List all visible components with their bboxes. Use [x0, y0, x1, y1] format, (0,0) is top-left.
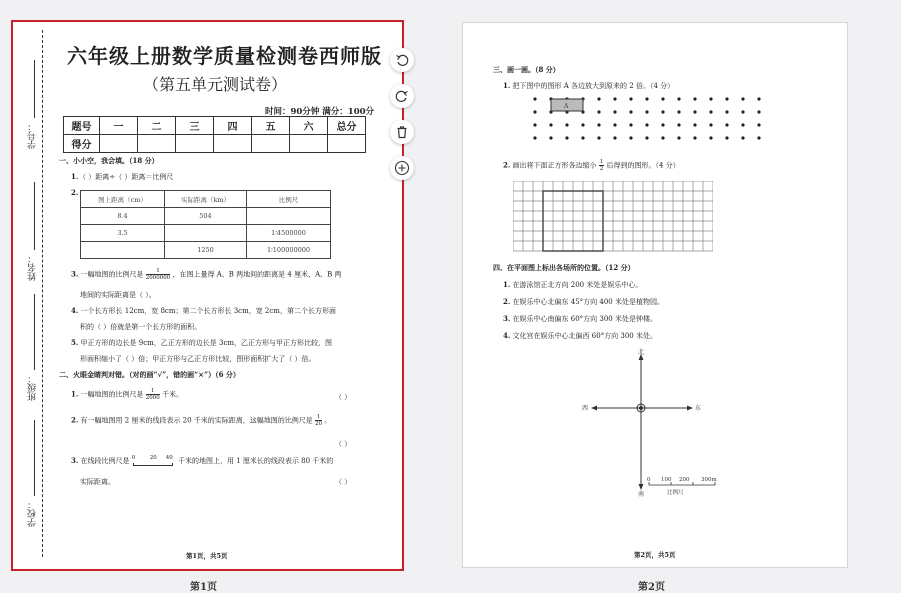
grid-dot: [709, 123, 712, 126]
q4-text-1: 一个长方形长 12cm，宽 8cm；第二个长方形长 3cm，宽 2cm，第二个长方形面: [80, 307, 336, 315]
class-label: 班级：: [28, 374, 38, 401]
page-2-label: 第2页: [638, 582, 665, 593]
score-header-cell: 四: [214, 117, 252, 135]
grid-dot: [741, 123, 744, 126]
grid-dot: [725, 136, 728, 139]
judge-1-fraction-num: 1: [146, 388, 160, 395]
judge-3-paren: （ ）: [335, 478, 352, 486]
q5-text-1: 甲正方形的边长是 9cm，乙正方形的边长是 3cm，乙正方形与甲正方形比较，图: [80, 339, 333, 347]
grid-dot: [549, 123, 552, 126]
q3-suffix: ，在图上量得 A、B 两地间的距离是 4 厘米，A、B 两: [172, 270, 342, 279]
grid-dot: [645, 136, 648, 139]
west-arrow: [591, 406, 597, 411]
score-cell: [176, 135, 214, 153]
time-info: 时间：90分钟 满分：100分: [265, 107, 375, 117]
grid-dot: [757, 136, 760, 139]
judge-3-scale-0: 0: [131, 455, 136, 461]
east-arrow: [687, 406, 693, 411]
place-q1-number: 1.: [503, 280, 511, 289]
delete-icon: [395, 125, 409, 139]
judge-2-fraction-den: 20: [315, 421, 323, 427]
scale-header-cell: 图上距离（cm）: [81, 191, 165, 208]
q2-number: 2.: [71, 188, 79, 197]
judge-3-unit: 千米: [178, 457, 193, 465]
grid-dot: [565, 123, 568, 126]
add-icon: [394, 160, 410, 176]
scale-cell: 1∶4500000: [247, 225, 331, 242]
section-4-heading: 四、在平面图上标出各场所的位置。（12 分）: [493, 263, 635, 272]
judge-3-suffix: 的地图上，用 1 厘米长的线段表示 80 千米的: [192, 457, 334, 465]
q3-fraction-den: 2000000: [145, 275, 171, 281]
grid-dot: [677, 136, 680, 139]
section-2-heading: 二、火眼金睛判对错。（对的画“√”，错的画“×”）（6 分）: [59, 370, 240, 379]
place-q4-text: 文化宫在娱乐中心北偏西 60°方向 300 米处。: [512, 332, 657, 340]
grid-dot: [613, 110, 616, 113]
draw-q2-prefix: 画出将下面正方形各边缩小: [512, 161, 597, 170]
grid-dot: [629, 123, 632, 126]
q4-line2: 积的（ ）倍就是第一个长方形的面积。: [80, 323, 202, 331]
judge-2-fraction-num: 1: [316, 414, 321, 420]
school-label: 学校：: [28, 500, 38, 527]
grid-dot: [597, 110, 600, 113]
grid-dot: [597, 136, 600, 139]
grid-dot: [533, 110, 536, 113]
place-q1: [503, 280, 642, 290]
draw-q2-number: 2.: [503, 160, 511, 170]
grid-dot: [581, 136, 584, 139]
q3-line2: 地间的实际距离是（ ）。: [80, 291, 156, 299]
grid-dot: [613, 97, 616, 100]
name-line: [34, 182, 35, 250]
map-scale-label: 比例尺: [667, 490, 684, 496]
grid-dot: [565, 136, 568, 139]
binding-dashed-line: [42, 30, 43, 557]
score-header-cell: 三: [176, 117, 214, 135]
draw-q2-fraction: [599, 159, 605, 172]
grid-dot: [661, 123, 664, 126]
grid-dot: [677, 97, 680, 100]
map-scale-200: 200: [679, 477, 690, 483]
q3-prefix: 一幅地图的比例尺是: [80, 270, 144, 279]
score-cell: [290, 135, 328, 153]
grid-dot: [613, 123, 616, 126]
judge-2-prefix: 有一幅地图用 2 厘米的线段表示 20 千米的实际距离，这幅地图的比例尺是: [80, 416, 313, 425]
score-header-cell: 题号: [64, 117, 100, 135]
grid-dot: [757, 97, 760, 100]
south-label: 南: [638, 491, 645, 498]
judge-3-line2: 实际距离。: [80, 478, 115, 486]
judge-2-paren: （ ）: [335, 440, 352, 448]
grid-dot: [693, 123, 696, 126]
judge-3-scale-20: 20: [149, 455, 157, 461]
grid-dot: [709, 136, 712, 139]
grid-dot: [597, 123, 600, 126]
scale-header-cell: 比例尺: [247, 191, 331, 208]
east-label: 东: [695, 405, 702, 412]
grid-dot: [693, 97, 696, 100]
map-scale-100: 100: [661, 477, 672, 483]
grid-dot: [693, 110, 696, 113]
student-id-label: 学号：: [28, 122, 38, 149]
name-label: 姓名：: [28, 254, 38, 281]
score-header-cell: 二: [138, 117, 176, 135]
place-q2-number: 2.: [503, 297, 511, 306]
score-table: [63, 116, 366, 153]
page-1-label: 第1页: [190, 582, 217, 593]
grid-dot: [725, 110, 728, 113]
grid-dot: [533, 136, 536, 139]
page-2-footer: 第2页，共5页: [634, 551, 676, 559]
grid-dot: [725, 123, 728, 126]
exam-subtitle: （第五单元测试卷）: [143, 75, 288, 94]
grid-dot: [661, 136, 664, 139]
swimming-pool-dot: [639, 406, 643, 410]
map-scale-300: 300m: [701, 477, 717, 483]
judge-1-suffix: 千米。: [162, 390, 184, 399]
q4-number: 4.: [71, 306, 79, 315]
draw-q2-fraction-num: 1: [599, 159, 604, 165]
q3-line1: [71, 268, 342, 281]
page-1-footer: 第1页，共5页: [186, 552, 228, 560]
exam-title: 六年级上册数学质量检测卷西师版: [67, 44, 382, 68]
score-header-cell: 五: [252, 117, 290, 135]
place-q2: [503, 297, 664, 307]
judge-3-scale-line: [133, 463, 173, 466]
q1-number: 1.: [71, 172, 79, 181]
grid-dot: [549, 136, 552, 139]
score-cell: [138, 135, 176, 153]
place-q4-number: 4.: [503, 331, 511, 340]
q3-fraction-num: 1: [146, 268, 171, 275]
q3-fraction: [146, 268, 171, 281]
judge-3-scale-40: 40: [165, 455, 173, 461]
grid-dot: [757, 123, 760, 126]
judge-1-paren: （ ）: [335, 393, 352, 401]
place-q4: [503, 331, 657, 341]
score-header-cell: 总分: [328, 117, 366, 135]
add-page-button[interactable]: [390, 156, 414, 180]
draw-q2-suffix: 后得到的图形。（4 分）: [606, 161, 680, 170]
grid-dot: [661, 97, 664, 100]
judge-3-number: 3.: [71, 456, 79, 465]
grid-dot: [709, 97, 712, 100]
grid-dot: [709, 110, 712, 113]
draw-q1-number: 1.: [503, 81, 511, 90]
q5-line2: 形面积缩小了（ ）倍；甲正方形与乙正方形比较，图形面积扩大了（ ）倍。: [80, 355, 316, 363]
grid-dot: [725, 97, 728, 100]
rotate-left-icon: [395, 53, 409, 67]
grid-dot: [533, 123, 536, 126]
grid-dot: [741, 97, 744, 100]
q3-number: 3.: [71, 269, 79, 279]
rotate-left-button[interactable]: [390, 48, 414, 72]
grid-dot: [629, 136, 632, 139]
west-label: 西: [582, 405, 589, 412]
place-q3-number: 3.: [503, 314, 511, 323]
q4-line1: [71, 306, 336, 316]
map-scale-0: 0: [647, 477, 651, 483]
judge-2-number: 2.: [71, 415, 79, 425]
south-arrow: [639, 484, 644, 490]
rotate-right-icon: [395, 89, 409, 103]
section-1-heading: 一、小小空，我会填。（18 分）: [59, 156, 159, 165]
draw-q1-text: 把下图中的图形 A 各边放大到原来的 2 倍。（4 分）: [512, 82, 675, 90]
grid-dot: [645, 97, 648, 100]
place-q2-text: 在娱乐中心北偏东 45°方向 400 米处是植物园。: [512, 298, 664, 306]
place-q1-text: 在游泳馆正北方向 200 米处是娱乐中心。: [512, 281, 643, 289]
place-q3: [503, 314, 657, 324]
rotate-right-button[interactable]: [390, 84, 414, 108]
grid-dot: [741, 110, 744, 113]
score-header-cell: 六: [290, 117, 328, 135]
scale-cell: [247, 208, 331, 225]
grid-dot: [661, 110, 664, 113]
grid-dot: [677, 110, 680, 113]
score-cell: [328, 135, 366, 153]
grid-dot: [629, 110, 632, 113]
school-line: [34, 420, 35, 496]
judge-3: [71, 456, 333, 466]
page-1-thumbnail[interactable]: [11, 20, 404, 571]
q5-line1: [71, 338, 332, 348]
judge-1-fraction: [146, 388, 160, 401]
grid-dot: [693, 136, 696, 139]
class-line: [34, 294, 35, 370]
compass-map: [579, 348, 729, 498]
judge-2: [71, 414, 331, 427]
score-cell: [100, 135, 138, 153]
scale-cell: 8.4: [81, 208, 165, 225]
scale-table: [80, 190, 331, 259]
scale-cell: 3.5: [81, 225, 165, 242]
grid-dot: [597, 97, 600, 100]
q5-number: 5.: [71, 338, 79, 347]
grid-dot: [629, 97, 632, 100]
score-cell: [214, 135, 252, 153]
grid-dot: [613, 136, 616, 139]
score-row-label: 得分: [64, 135, 100, 153]
draw-q1: [503, 81, 674, 91]
q1-text: （ ）距离÷（ ）距离＝比例尺: [79, 173, 174, 181]
draw-q2-fraction-den: 2: [599, 166, 604, 172]
grid-dot: [757, 110, 760, 113]
grid-dot: [533, 97, 536, 100]
scale-header-cell: 实际距离（km）: [165, 191, 247, 208]
north-label: 北: [638, 349, 645, 356]
scale-cell: 1∶100000000: [247, 242, 331, 259]
grid-dot: [581, 123, 584, 126]
judge-1-prefix: 一幅地图的比例尺是: [80, 390, 144, 399]
judge-1: [71, 388, 183, 401]
judge-1-number: 1.: [71, 389, 79, 399]
score-cell: [252, 135, 290, 153]
judge-3-prefix: 在线段比例尺是: [80, 457, 130, 465]
scale-cell: [81, 242, 165, 259]
section-3-heading: 三、画一画。（8 分）: [493, 65, 560, 74]
delete-button[interactable]: [390, 120, 414, 144]
scale-cell: 1250: [165, 242, 247, 259]
judge-1-fraction-den: 2000: [145, 395, 160, 401]
page-2-thumbnail[interactable]: [462, 22, 848, 568]
shape-a-label: A: [564, 103, 569, 110]
student-id-line: [34, 60, 35, 118]
judge-2-suffix: 。: [324, 416, 332, 425]
place-q3-text: 在娱乐中心南偏东 60°方向 300 米处是钟楼。: [512, 315, 657, 323]
judge-3-scale-bar: [132, 456, 176, 466]
grid-dot: [741, 136, 744, 139]
draw-q2: [503, 159, 680, 172]
judge-2-fraction: [315, 414, 322, 427]
square-grid: [513, 181, 713, 253]
scale-cell: 504: [165, 208, 247, 225]
grid-dot: [677, 123, 680, 126]
grid-dot: [645, 123, 648, 126]
score-header-cell: 一: [100, 117, 138, 135]
grid-dot: [645, 110, 648, 113]
scale-cell: [165, 225, 247, 242]
dot-grid: [529, 95, 775, 147]
